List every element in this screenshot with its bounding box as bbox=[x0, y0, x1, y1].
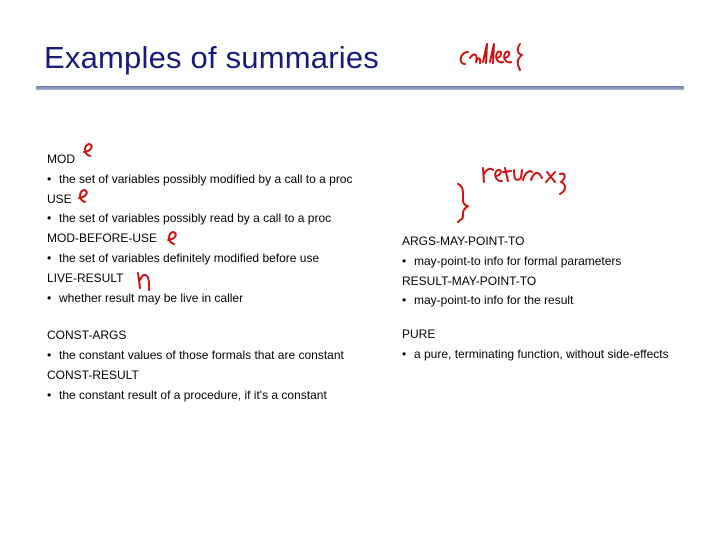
ink-mark-use bbox=[79, 190, 87, 202]
summary-heading-const-args: CONST-ARGS bbox=[47, 328, 127, 343]
summary-heading-mod: MOD bbox=[47, 152, 75, 166]
ink-mark-mod bbox=[84, 144, 92, 156]
summary-desc-mod-before-use: • the set of variables definitely modified before use bbox=[47, 249, 392, 269]
summary-desc-use: • the set of variables possibly read by a call to a proc bbox=[47, 209, 392, 229]
summary-heading-pure: PURE bbox=[402, 327, 436, 342]
summary-desc-live-result: • whether result may be live in caller bbox=[47, 289, 392, 309]
summary-desc-mod: • the set of variables possibly modified by a call to a proc bbox=[47, 170, 392, 190]
summary-heading-mod-before-use: MOD-BEFORE-USE bbox=[47, 231, 158, 246]
summary-desc-const-args: • the constant values of those formals that are constant bbox=[47, 346, 392, 366]
summary-desc-pure: • a pure, terminating function, without side-effects bbox=[402, 345, 702, 365]
summary-heading-use: USE bbox=[47, 191, 72, 206]
ink-return-note bbox=[483, 168, 565, 194]
summary-heading-const-result: CONST-RESULT bbox=[47, 367, 139, 382]
ink-callee-note bbox=[461, 44, 522, 70]
summary-heading-args-may-point-to: ARGS-MAY-POINT-TO bbox=[402, 234, 525, 248]
summary-desc-result-may-point-to: • may-point-to info for the result bbox=[402, 291, 702, 311]
summary-desc-const-result: • the constant result of a procedure, if it's a constant bbox=[47, 386, 392, 406]
ink-mark-mod-before-use bbox=[168, 232, 176, 244]
summary-heading-result-may-point-to: RESULT-MAY-POINT-TO bbox=[402, 273, 537, 288]
ink-mark-live-result bbox=[138, 273, 149, 290]
ink-closing-brace bbox=[458, 184, 468, 222]
summary-desc-args-may-point-to: • may-point-to info for formal parameters bbox=[402, 252, 702, 272]
summary-heading-live-result: LIVE-RESULT bbox=[47, 270, 124, 285]
slide-title: Examples of summaries bbox=[44, 40, 379, 75]
